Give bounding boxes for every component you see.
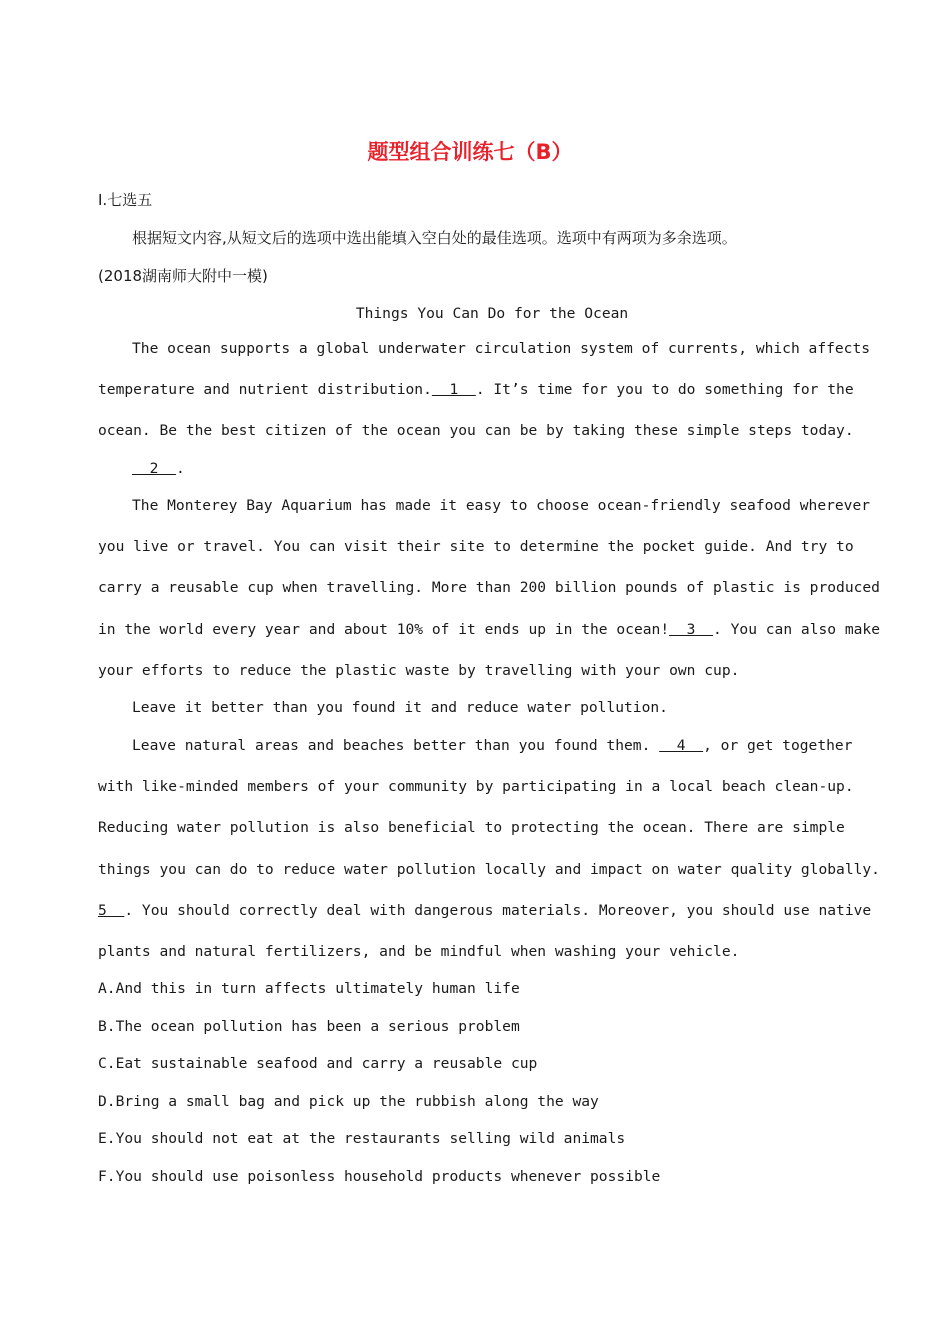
blank-2: 2 bbox=[132, 460, 176, 477]
blank-4: 4 bbox=[659, 737, 704, 754]
passage-line: ocean. Be the best citizen of the ocean you can be by taking these simple steps today. bbox=[98, 422, 854, 439]
passage-line: you live or travel. You can visit their site to determine the pocket guide. And try to bbox=[98, 538, 854, 555]
passage-line: Leave it better than you found it and reduce water pollution. bbox=[132, 699, 668, 716]
option-a: A.And this in turn affects ultimately human life bbox=[98, 980, 520, 997]
option-d: D.Bring a small bag and pick up the rubbish along the way bbox=[98, 1093, 599, 1110]
option-b: B.The ocean pollution has been a serious problem bbox=[98, 1018, 520, 1035]
passage-line: things you can do to reduce water pollution locally and impact on water quality globally. bbox=[98, 861, 880, 878]
instruction-text: 根据短文内容,从短文后的选项中选出能填入空白处的最佳选项。选项中有两项为多余选项。 bbox=[132, 229, 737, 247]
passage-line: your efforts to reduce the plastic waste by travelling with your own cup. bbox=[98, 662, 740, 679]
blank-5: 5 bbox=[98, 902, 125, 919]
option-e: E.You should not eat at the restaurants selling wild animals bbox=[98, 1130, 626, 1147]
source-note: (2018湖南师大附中一模) bbox=[98, 267, 268, 285]
passage-line: Leave natural areas and beaches better than you found them. 4 , or get together bbox=[132, 737, 853, 754]
passage-line: Reducing water pollution is also beneficial to protecting the ocean. There are simple bbox=[98, 819, 845, 836]
option-c: C.Eat sustainable seafood and carry a reusable cup bbox=[98, 1055, 538, 1072]
page-title: 题型组合训练七（B） bbox=[367, 140, 573, 164]
option-f: F.You should use poisonless household products whenever possible bbox=[98, 1168, 661, 1185]
section-heading: Ⅰ.七选五 bbox=[98, 191, 153, 209]
blank-3: 3 bbox=[669, 621, 714, 638]
passage-line: carry a reusable cup when travelling. More than 200 billion pounds of plastic is produced bbox=[98, 579, 880, 596]
passage-line: 5 . You should correctly deal with dangerous materials. Moreover, you should use native bbox=[98, 902, 872, 919]
passage-line: The Monterey Bay Aquarium has made it easy to choose ocean-friendly seafood wherever bbox=[132, 497, 871, 514]
passage-title: Things You Can Do for the Ocean bbox=[355, 305, 629, 322]
blank-1: 1 bbox=[431, 381, 476, 398]
passage-line: temperature and nutrient distribution. 1 . It’s time for you to do something for the bbox=[98, 381, 854, 398]
passage-line: plants and natural fertilizers, and be mindful when washing your vehicle. bbox=[98, 943, 740, 960]
passage-line: 2 . bbox=[132, 460, 185, 477]
passage-line: in the world every year and about 10% of it ends up in the ocean! 3 . You can also make bbox=[98, 621, 880, 638]
passage-line: with like-minded members of your community by participating in a local beach clean-up. bbox=[98, 778, 854, 795]
passage-line: The ocean supports a global underwater circulation system of currents, which affects bbox=[132, 340, 871, 357]
